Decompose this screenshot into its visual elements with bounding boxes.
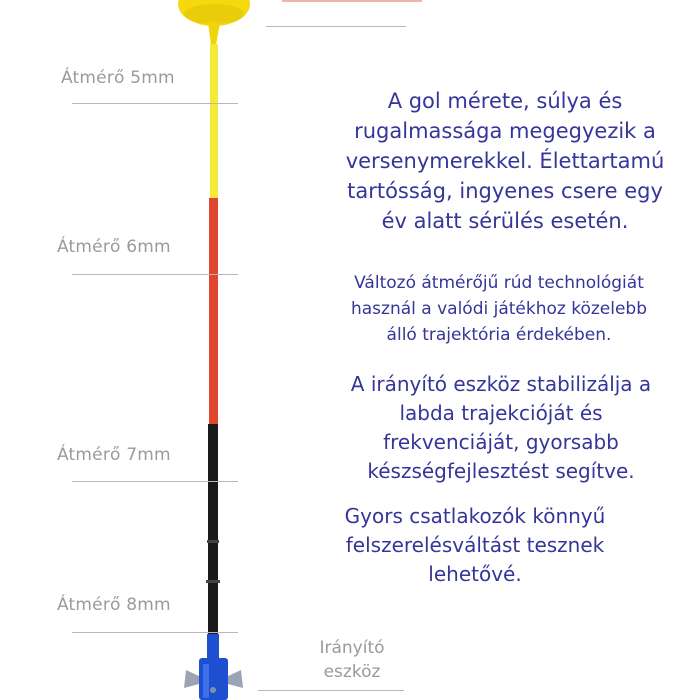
base-highlight — [203, 664, 209, 698]
rule-controller — [258, 690, 404, 691]
feature-paragraph-quick-connectors — [318, 502, 632, 589]
paragraph-line: lehetővé. — [428, 562, 522, 586]
rule-6mm — [72, 274, 238, 275]
wing-nut-left — [184, 670, 199, 688]
diameter-label-6mm: Átmérő 6mm — [57, 237, 171, 257]
paragraph-line: frekvenciáját, gyorsabb — [383, 430, 619, 454]
paragraph-line: használ a valódi játékhoz közelebb — [350, 299, 648, 319]
diameter-label-5mm: Átmérő 5mm — [61, 68, 175, 88]
diameter-label-8mm: Átmérő 8mm — [57, 595, 171, 615]
paragraph-line: labda trajekcióját és — [399, 401, 603, 425]
diameter-label-7mm: Átmérő 7mm — [57, 445, 171, 465]
controller-label-line: Irányító — [319, 638, 385, 658]
rule-7mm — [72, 481, 238, 482]
paragraph-line: álló trajektória érdekében. — [386, 325, 612, 345]
feature-paragraph-controller — [312, 370, 690, 486]
paragraph-line: tartósság, ingyenes csere egy — [347, 179, 663, 203]
rod-segment-red — [209, 198, 218, 424]
rod-ferrule-1 — [207, 540, 219, 543]
paragraph-line: versenymerekkel. Élettartamú — [345, 149, 665, 173]
bolt — [210, 687, 216, 693]
paragraph-line: év alatt sérülés esetén. — [381, 209, 629, 233]
paragraph-line: A gol mérete, súlya és — [387, 89, 623, 113]
paragraph-line: rugalmassága megegyezik a — [354, 119, 656, 143]
wing-nut-right — [228, 670, 243, 688]
rod-neck — [208, 22, 220, 45]
controller-label — [305, 636, 399, 684]
rule-5mm — [72, 103, 238, 104]
paragraph-line: Gyors csatlakozók könnyű — [344, 504, 606, 528]
rule-top — [266, 26, 406, 27]
ball-shadow — [184, 4, 244, 24]
rod-segment-black — [208, 424, 218, 634]
paragraph-line: felszerelésváltást tesznek — [345, 533, 605, 557]
base-connector — [207, 634, 219, 660]
rod-ferrule-2 — [206, 580, 220, 583]
rod-segment-yellow — [210, 44, 218, 198]
controller-label-line: eszköz — [323, 662, 381, 682]
feature-paragraph-size-weight — [318, 86, 692, 236]
paragraph-line: A irányító eszköz stabilizálja a — [350, 372, 652, 396]
top-accent-line — [282, 0, 422, 2]
paragraph-line: készségfejlesztést segítve. — [367, 459, 635, 483]
paragraph-line: Változó átmérőjű rúd technológiát — [354, 273, 644, 293]
rule-8mm — [72, 632, 238, 633]
feature-paragraph-variable-diameter — [306, 270, 692, 348]
